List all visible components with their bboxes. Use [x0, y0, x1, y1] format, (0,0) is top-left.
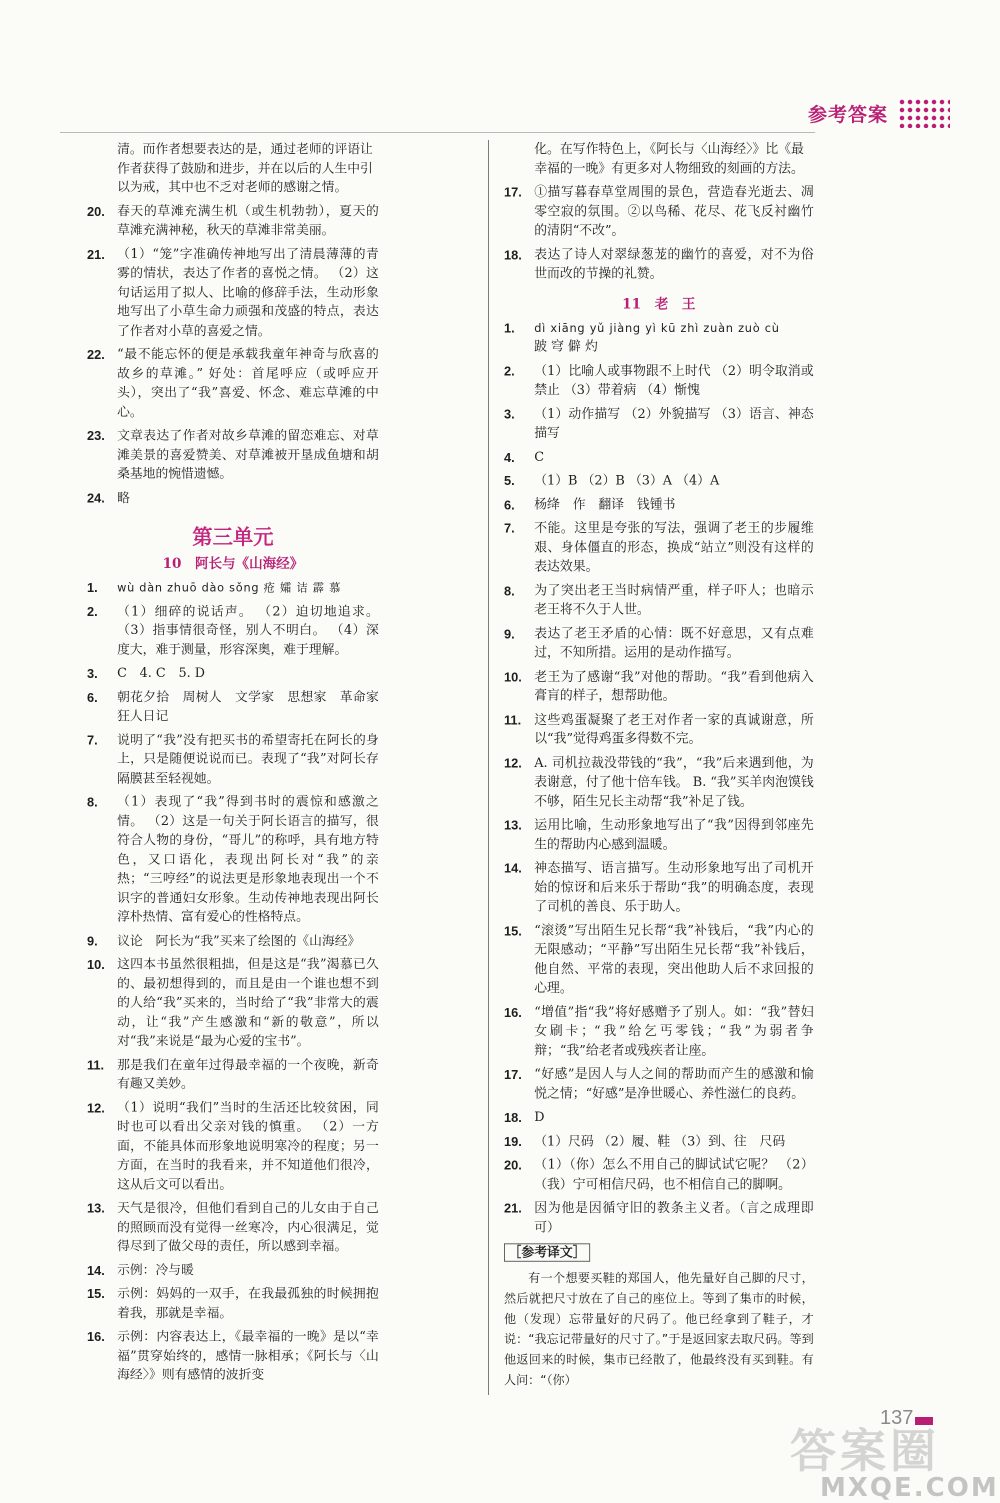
answer-item [504, 625, 814, 664]
answer-number: 9. [504, 626, 515, 642]
answer-number: 23. [87, 428, 105, 444]
answer-item [504, 1065, 814, 1104]
answer-text: wù dàn zhuō dào sǒng 疮 孀 诘 霹 慕 [117, 580, 342, 595]
answer-text: （1）B （2）B （3）A （4）A [534, 473, 720, 489]
answer-item [87, 345, 379, 422]
answer-number: 20. [87, 204, 105, 219]
answer-number: 17. [504, 185, 522, 200]
answer-text: 春天的草滩充满生机（或生机勃勃），夏天的草滩充满神秘，秋天的草滩非常美丽。 [117, 203, 379, 238]
answer-number: 19. [504, 1134, 522, 1149]
answer-number: 10. [504, 669, 522, 685]
answer-item [504, 1108, 814, 1127]
answer-item [87, 955, 379, 1051]
answer-item [87, 1261, 379, 1280]
answer-text: 表达了老王矛盾的心情：既不好意思，又有点难过，不知所措。运用的是动作描写。 [534, 626, 814, 661]
answer-text: “最不能忘怀的便是承载我童年神奇与欣喜的故乡的草滩。” 好处：首尾呼应（或呼应开头），突出了“我”喜爱、怀念、难忘草滩的中心。 [117, 346, 379, 420]
answer-text: 杨绛 作 翻译 钱锺书 [534, 496, 676, 512]
page-number: 137 [880, 1407, 914, 1429]
answer-text: C 4. C 5. D [117, 665, 206, 681]
answer-number: 13. [87, 1201, 105, 1216]
answer-number: 2. [87, 604, 98, 619]
answer-number: 12. [87, 1100, 105, 1116]
answer-item [504, 245, 814, 284]
answer-text: （1）“笼”字准确传神地写出了清晨薄薄的青雾的情状，表达了作者的喜悦之情。 （2）这句话运用了拟人、比喻的修辞手法，生动形象地写出了小草生命力顽强和茂盛的特点，表达了作者对小草的喜爱之情。 [117, 246, 379, 339]
dots-ornament-icon [898, 98, 950, 128]
answer-item [504, 519, 814, 577]
answer-text: A. 司机拉裁没带钱的“我”，“我”后来遇到他，为表谢意，付了他十倍车钱。 B. “我”买羊肉泡馍钱不够，陌生兄长主动帮“我”补足了钱。 [534, 755, 814, 809]
answer-text: 老王为了感谢“我”对他的帮助。“我”看到他病入膏肓的样子，想帮助他。 [534, 669, 814, 704]
answer-number: 21. [87, 247, 105, 262]
answer-number: 15. [504, 923, 522, 938]
answer-item [504, 1003, 814, 1061]
answer-number: 6. [504, 497, 515, 512]
answer-number: 7. [504, 521, 515, 536]
answer-text: “滚烫”写出陌生兄长帮“我”补钱后，“我”内心的无限感动；“平静”写出陌生兄长帮“我”补钱后，他自然、平常的表现，突出他助人后不求回报的心理。 [534, 922, 814, 996]
answer-item [504, 581, 814, 620]
unit-title: 第三单元 [192, 525, 274, 549]
reference-translation-label: ［参考译文］ [504, 1243, 590, 1261]
answer-text: （1）说明“我们”当时的生活还比较贫困，同时也可以看出父亲对钱的慎重。 （2）一方面，不能具体而形象地说明寒冷的程度；另一方面，在当时的我看来，并不知道他们很冷，这从后文可以看出。 [117, 1100, 379, 1192]
page-footer [0, 1395, 1000, 1503]
answer-number: 15. [87, 1286, 105, 1302]
answer-item [87, 688, 392, 726]
answer-item [504, 362, 814, 401]
answer-item [87, 664, 379, 683]
answer-item [87, 1099, 379, 1195]
answer-text: 示例：冷与暖 [117, 1262, 194, 1278]
left-column [87, 140, 392, 1390]
answer-item [87, 1056, 379, 1094]
answer-item [504, 495, 814, 514]
answer-item [87, 1199, 379, 1257]
answer-number: 20. [504, 1158, 522, 1173]
answer-item [87, 245, 379, 341]
answer-item [87, 578, 379, 597]
right-intro: 化。在写作特色上，《阿长与〈山海经〉》比《最幸福的一晚》有更多对人物细致的刻画的方法。 [534, 141, 804, 176]
answer-text: 示例：内容表达上，《最幸福的一晚》是以“幸福”贯穿始终的，感情一脉相承；《阿长与〈山海经〉》则有感情的波折变 [117, 1329, 379, 1383]
answer-number: 18. [504, 1110, 522, 1125]
answer-item [504, 1156, 814, 1195]
answer-number: 14. [87, 1263, 105, 1278]
answer-text: 那是我们在童年过得最幸福的一个夜晚，新奇有趣又美妙。 [117, 1057, 379, 1092]
answer-text: 议论 阿长为“我”买来了绘图的《山海经》 [117, 933, 361, 949]
answer-number: 10. [87, 957, 105, 972]
left-items-a [87, 202, 379, 508]
answer-text: （1）动作描写 （2）外貌描写 （3）语言、神态描写 [534, 406, 814, 441]
answer-text: （1）表现了“我”得到书时的震惊和感激之情。 （2）这是一句关于阿长语言的描写，很符合人物的身份，“哥儿”的称呼，具有地方特色，又口语化，表现出阿长对“我”的亲热；“三哼经”的说法更是形象地表现出一个不识字的普通妇女形象。生动传神地表现出阿长淳朴热情、富有爱心的性格特点。 [117, 794, 379, 925]
answer-number: 8. [504, 583, 515, 599]
answer-text: 说明了“我”没有把买书的希望寄托在阿长的身上，只是随便说说而已。表现了“我”对阿长存隔膜甚至轻视她。 [117, 732, 379, 786]
page-header [60, 96, 950, 142]
answer-number: 8. [87, 795, 98, 810]
answer-text: 这些鸡蛋凝聚了老王对作者一家的真诚谢意，所以“我”觉得鸡蛋多得数不完。 [534, 712, 814, 747]
answer-item [504, 921, 814, 998]
answer-text: “增值”指“我”将好感赠予了别人。如：“我”替妇女刷卡；“我”给乞丐零钱；“我”为弱者争辩；“我”给老者或残疾者让座。 [534, 1004, 814, 1059]
answer-text: “好感”是因人与人之间的帮助而产生的感激和愉悦之情；“好感”是净世暖心、养性滋仁的良药。 [534, 1066, 814, 1102]
answer-number: 9. [87, 933, 98, 949]
watermark-url: MXQE.COM [820, 1473, 999, 1503]
answer-item [87, 202, 379, 240]
answer-text: D [534, 1109, 545, 1125]
answer-number: 1. [87, 580, 98, 596]
answer-text: 表达了诗人对翠绿葱茏的幽竹的喜爱，对不为俗世而改的节操的礼赞。 [534, 246, 814, 282]
answer-text: （1）比喻人或事物跟不上时代 （2）明令取消或禁止 （3）带着病 （4）惭愧 [534, 363, 814, 398]
right-items-b [504, 319, 814, 1238]
answer-subline: 跛 穹 僻 灼 [534, 339, 598, 355]
answer-item [504, 319, 814, 358]
right-column [504, 140, 814, 1390]
answer-number: 2. [504, 363, 515, 379]
answer-item [87, 427, 379, 485]
answer-item [504, 711, 814, 750]
answer-text: 文章表达了作者对故乡草滩的留恋难忘、对草滩美景的喜爱赞美、对草滩被开垦成鱼塘和胡桑基地的惋惜遗憾。 [117, 428, 379, 482]
answer-number: 3. [504, 406, 515, 422]
right-items-a [504, 183, 814, 284]
watermark [790, 1415, 999, 1503]
answer-number: 1. [504, 320, 515, 336]
column-divider [488, 140, 489, 1395]
answer-text: 示例：妈妈的一双手，在我最孤独的时候拥抱着我，那就是幸福。 [117, 1286, 379, 1321]
answer-text: C [534, 449, 545, 465]
answer-text: 因为他是因循守旧的教条主义者。（言之成理即可） [534, 1200, 814, 1235]
answer-item [87, 1285, 379, 1323]
answer-number: 13. [504, 818, 522, 833]
answer-number: 16. [87, 1329, 105, 1345]
answer-item [87, 489, 379, 508]
answer-number: 6. [87, 690, 98, 705]
answer-number: 3. [87, 666, 98, 681]
answer-number: 5. [504, 473, 515, 489]
answer-item [504, 448, 814, 467]
answer-item [504, 816, 814, 855]
answer-text: 神态描写、语言描写。生动形象地写出了司机开始的惊讶和后来乐于帮助“我”的明确态度，表现了司机的善良、乐于助人。 [534, 860, 814, 915]
answer-text: 朝花夕拾 周树人 文学家 思想家 革命家 狂人日记 [117, 689, 392, 724]
answer-text: （1）（你）怎么不用自己的脚试试它呢？ （2）（我）宁可相信尺码，也不相信自己的脚啊。 [534, 1157, 814, 1192]
answer-text: dì xiāng yǔ jiàng yì kū zhì zuàn zuò cù [534, 320, 780, 335]
lesson-11-title: 11 老 王 [622, 295, 696, 312]
answer-number: 18. [504, 247, 522, 262]
answer-item [504, 183, 814, 241]
answer-item [504, 405, 814, 444]
answer-text: （1）细碎的说话声。 （2）迫切地追求。 （3）指事情很奇怪，别人不明白。 （4）深度大，难于测量，形容深奥，难于理解。 [117, 603, 379, 658]
answer-number: 12. [504, 755, 522, 771]
answer-text: ①描写暮春草堂周围的景色，营造春光逝去、凋零空寂的氛围。②以鸟稀、花尽、花飞反衬幽竹的清阴“不改”。 [534, 184, 814, 239]
answer-number: 24. [87, 490, 105, 506]
header-rule [60, 132, 815, 133]
answer-number: 22. [87, 347, 105, 362]
answer-number: 14. [504, 861, 522, 876]
answer-text: 为了突出老王当时病情严重，样子吓人；也暗示老王将不久于人世。 [534, 582, 814, 618]
answer-item [504, 668, 814, 707]
lesson-10-title: 10 阿长与《山海经》 [162, 555, 304, 572]
answer-number: 11. [87, 1057, 105, 1073]
answer-item [87, 793, 379, 927]
answer-item [504, 1199, 814, 1238]
answer-number: 16. [504, 1005, 522, 1020]
answer-text: 略 [117, 490, 130, 506]
answer-item [504, 1132, 814, 1151]
reference-translation: 有一个想要买鞋的郑国人，他先量好自己脚的尺寸，然后就把尺寸放在了自己的座位上。等到了集市的时候，他（发现）忘带量好的尺码了。他已经拿到了鞋子，才说：“我忘记带量好的尺寸了。”于是返回家去取尺码。等到他返回来的时候，集市已经散了，他最终没有买到鞋。有人问：“（你） [504, 1270, 814, 1387]
answer-item [87, 1328, 379, 1386]
answer-number: 11. [504, 712, 522, 728]
answer-number: 21. [504, 1201, 522, 1216]
answer-text: （1）尺码 （2）履、鞋 （3）到、往 尺码 [534, 1133, 786, 1149]
answer-item [87, 932, 379, 951]
answer-number: 17. [504, 1067, 522, 1082]
header-title: 参考答案 [807, 104, 888, 126]
answer-item [504, 472, 814, 491]
answer-text: 运用比喻，生动形象地写出了“我”因得到邻座先生的帮助内心感到温暖。 [534, 817, 814, 852]
answer-item [87, 602, 379, 660]
answer-text: 天气是很冷，但他们看到自己的儿女由于自己的照顾而没有觉得一丝寒冷，内心很满足，觉得尽到了做父母的责任，所以感到幸福。 [117, 1200, 379, 1254]
answer-text: 这四本书虽然很粗拙，但是这是“我”渴慕已久的、最初想得到的，而且是由一个谁也想不到的人给“我”买来的，当时给了“我”非常大的震动，让“我”产生感激和“新的敬意”，所以对“我”来说是“最为心爱的宝书”。 [117, 956, 379, 1049]
answer-number: 4. [504, 450, 515, 465]
answer-item [504, 859, 814, 917]
answer-number: 7. [87, 733, 98, 748]
answer-item [504, 754, 814, 812]
left-items-b [87, 578, 392, 1385]
answer-item [87, 731, 379, 789]
left-intro: 清。而作者想要表达的是，通过老师的评语让作者获得了鼓励和进步，并在以后的人生中引以为戒，其中也不乏对老师的感谢之情。 [117, 141, 373, 195]
watermark-text: 答案圈 [790, 1424, 940, 1478]
answer-text: 不能。这里是夸张的写法，强调了老王的步履维艰、身体僵直的形态，换成“站立”则没有这样的表达效果。 [534, 520, 814, 575]
